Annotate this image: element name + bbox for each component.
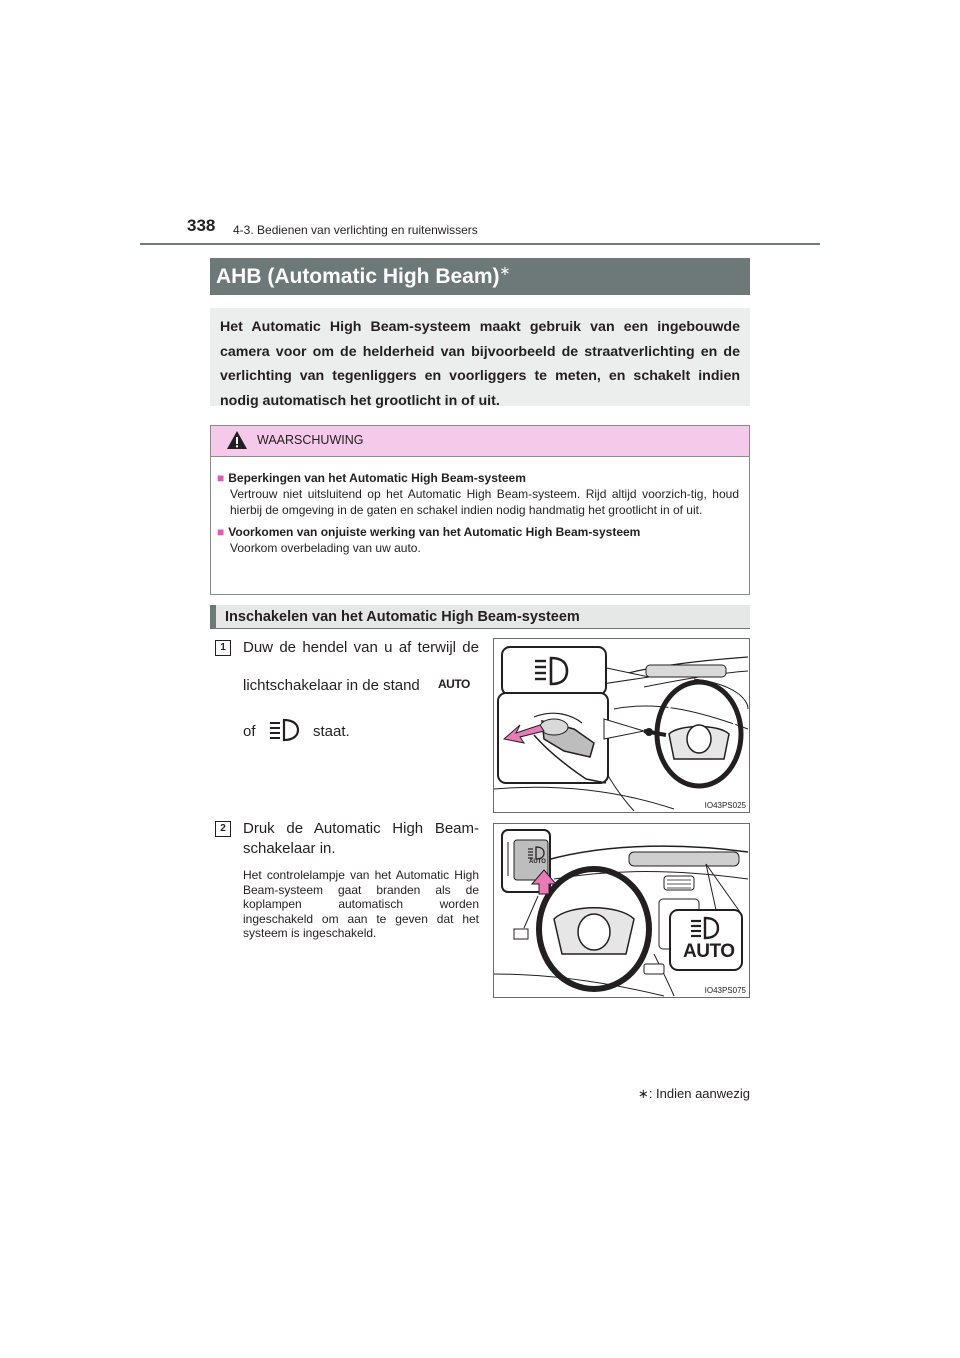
chapter-title: 4-3. Bedienen van verlichting en ruitenwissers xyxy=(233,223,478,237)
step-number-2: 2 xyxy=(215,821,231,837)
dashboard-illustration xyxy=(494,824,749,997)
warning-item-text: Voorkom overbelading van uw auto. xyxy=(230,541,421,555)
square-bullet-icon: ■ xyxy=(217,471,225,485)
footnote-text: : Indien aanwezig xyxy=(648,1086,750,1101)
footnote-mark: ∗ xyxy=(637,1086,649,1101)
warning-item-title: Beperkingen van het Automatic High Beam-systeem xyxy=(228,471,526,485)
step-1-line-2: lichtschakelaar in de stand xyxy=(243,677,420,694)
page-number: 338 xyxy=(187,216,216,235)
footnote xyxy=(638,1086,750,1102)
warning-header xyxy=(211,426,749,457)
warning-triangle-icon xyxy=(226,429,248,451)
figure-code: IO43PS025 xyxy=(704,801,746,810)
lever-illustration xyxy=(494,639,749,812)
warning-label: WAARSCHUWING xyxy=(257,433,364,447)
warning-box xyxy=(210,425,750,595)
auto-position-label: AUTO xyxy=(438,677,470,691)
step-2-line-1: Druk de Automatic High Beam- xyxy=(243,820,479,837)
warning-item xyxy=(217,471,739,518)
warning-item-title: Voorkomen van onjuiste werking van het Automatic High Beam-systeem xyxy=(228,525,641,539)
square-bullet-icon: ■ xyxy=(217,525,225,539)
section-header: Inschakelen van het Automatic High Beam-systeem xyxy=(210,605,750,629)
figure-dashboard-illustration xyxy=(493,823,750,998)
section-title-bar xyxy=(210,258,750,295)
page-title: AHB (Automatic High Beam) xyxy=(216,265,500,288)
title-asterisk: ∗ xyxy=(499,263,511,278)
step-number-1: 1 xyxy=(215,640,231,656)
header-rule xyxy=(140,243,820,245)
intro-text: Het Automatic High Beam-systeem maakt gebruik van een ingebouwde camera voor om de helderheid van bijvoorbeeld de straatverlichting en de verlichting van tegenliggers en voorliggers te meten, en schakelt indien nodig automatisch het grootlicht in of uit. xyxy=(210,308,750,406)
step-2-line-2: schakelaar in. xyxy=(243,840,336,857)
step-2-note: Het controlelampje van het Automatic High Beam-systeem gaat branden als de koplampen automatisch worden ingeschakeld om aan te geven dat het systeem is ingeschakeld. xyxy=(243,868,479,940)
switch-auto-label: AUTO xyxy=(529,859,546,865)
step-1-line-3a: of xyxy=(243,723,256,740)
figure-lever-illustration xyxy=(493,638,750,813)
warning-item-text: Vertrouw niet uitsluitend op het Automatic High Beam-systeem. Rijd altijd voorzich-tig, houd hierbij de omgeving in de gaten en schakel indien nodig handmatig het grootlicht in of uit. xyxy=(230,487,739,517)
figure-code: IO43PS075 xyxy=(704,986,746,995)
headlight-icon xyxy=(268,717,300,743)
indicator-auto-label: AUTO xyxy=(683,941,735,962)
step-1-line-1: Duw de hendel van u af terwijl de xyxy=(243,639,479,656)
step-1-line-3b: staat. xyxy=(313,723,350,740)
warning-item xyxy=(217,525,739,557)
